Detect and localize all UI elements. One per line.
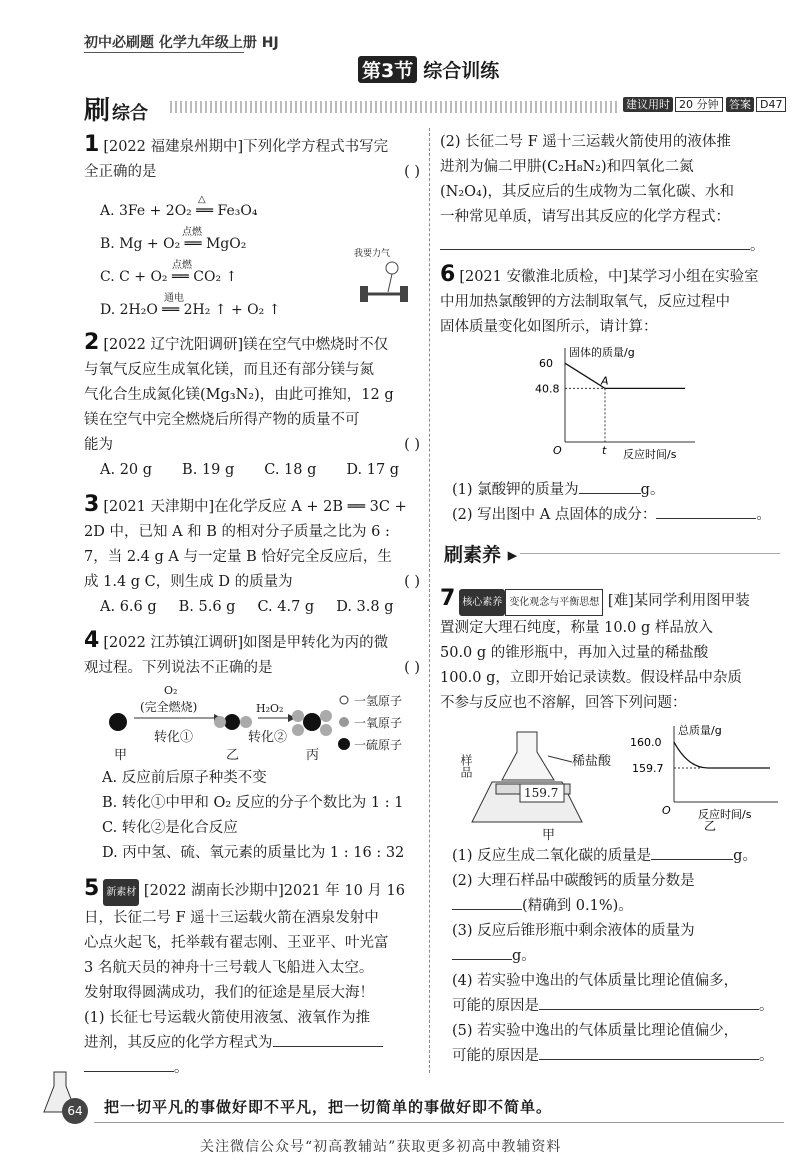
q3-line: 成 1.4 g C，则生成 D 的质量为 — [84, 574, 293, 590]
q6-sub2-blank[interactable] — [656, 518, 756, 519]
q2-option-c: C. 18 g — [264, 462, 317, 478]
q4-number: 4 — [84, 628, 100, 653]
q7-tag2: 变化观念与平衡思想 — [505, 589, 603, 616]
q6-chart-svg — [535, 342, 705, 462]
answer-label: 答案 — [726, 97, 754, 112]
label-acid: 稀盐酸 — [572, 754, 612, 769]
legend-s: 一硫原子 — [354, 738, 403, 752]
q7-line: 置测定大理石纯度，称量 10.0 g 样品放入 — [440, 620, 713, 636]
q5-number: 5 — [84, 876, 100, 901]
section-badge: 第3节 — [358, 56, 417, 83]
legend-h: 一氢原子 — [354, 694, 403, 708]
header-rule — [84, 52, 244, 53]
q1-c-cond: 点燃 — [172, 260, 192, 271]
q7-source: [难] — [607, 593, 634, 609]
question-4 — [84, 628, 420, 681]
q6-line: 固体质量变化如图所示，请计算： — [440, 319, 658, 335]
x-tick-label: O — [553, 444, 562, 457]
q5b-line: 一种常见单质，请写出其反应的化学方程式： — [440, 209, 730, 225]
book-header: 初中必刷题 化学九年级上册 HJ — [84, 35, 279, 51]
x-axis-label: 反应时间/s — [623, 448, 677, 461]
column-divider — [429, 128, 430, 1073]
q5-line: 心点火起飞，托举载有翟志刚、王亚平、叶光富 — [84, 935, 389, 951]
legend-o: 一氧原子 — [354, 716, 403, 730]
shuasuyang-text: 刷素养 — [444, 544, 502, 566]
q7-sub1-blank[interactable] — [651, 859, 733, 860]
q5-line: 2021 年 10 月 16 — [283, 883, 405, 899]
point-label-a: A — [601, 374, 609, 388]
q1-options — [100, 195, 280, 327]
question-3 — [84, 492, 420, 620]
q1-option-d: D. 2H₂O ══ 2H₂ ↑ + O₂ ↑ — [100, 302, 281, 318]
q4-line: 观过程。下列说法不正确的是 — [84, 660, 273, 676]
q6-chart — [535, 342, 705, 466]
q3-line: 2D 中，已知 A 和 B 的相对分子质量之比为 6 : — [84, 524, 390, 540]
q4-options — [102, 766, 432, 866]
q7-sub1: (1) 反应生成二氧化碳的质量是 — [452, 848, 652, 864]
q7-line: 某同学利用图甲装 — [633, 593, 750, 609]
q2-source: [2022 辽宁沈阳调研] — [103, 337, 244, 353]
q5b-line: (2) 长征二号 F 遥十三运载火箭使用的液体推 — [440, 134, 731, 150]
q1-number: 1 — [84, 132, 100, 157]
q7-sub5-end: 。 — [759, 1048, 774, 1064]
label-o2: O₂ — [164, 684, 178, 697]
q7-sub5: (5) 若实验中逸出的气体质量比理论值偏少， — [452, 1023, 739, 1039]
q3-option-c: C. 4.7 g — [257, 599, 315, 615]
q1-a-cond: △ — [198, 194, 206, 205]
q2-line: 与氧气反应生成氧化镁，而且还有部分镁与氮 — [84, 362, 374, 378]
q2-option-b: B. 19 g — [182, 462, 235, 478]
shua-small: 综合 — [112, 103, 149, 124]
balance-reading: 159.7 — [524, 786, 559, 800]
q6-sub2: (2) 写出图中 A 点固体的成分： — [452, 507, 657, 523]
q6-number: 6 — [440, 262, 456, 287]
label-jia-apparatus: 甲 — [542, 828, 556, 843]
q7-subquestions — [452, 844, 792, 1069]
q5-source: [2022 湖南长沙期中] — [143, 883, 284, 899]
molecule-jia — [109, 713, 127, 731]
q1-stem1: 下列化学方程式书写完 — [243, 139, 389, 155]
shuasuyang-rule — [520, 553, 780, 554]
q6-line: 某学习小组在实验室 — [628, 269, 759, 285]
q3-line: 在化学反应 A + 2B ══ 3C + — [214, 499, 407, 515]
q7-sub3-blank[interactable] — [452, 959, 512, 960]
q6-sub1-end: g。 — [640, 482, 665, 498]
data-line — [565, 363, 685, 388]
q7-sub4-tail: 可能的原因是 — [452, 998, 539, 1014]
x-tick-label: t — [602, 444, 607, 457]
q5-line: 3 名航天员的神舟十三号载人飞船进入太空。 — [84, 960, 374, 976]
q5b-answer-blank[interactable] — [440, 249, 750, 250]
q7-chart-svg — [630, 722, 780, 832]
q3-source: [2021 天津期中] — [103, 499, 215, 515]
q7-sub5-blank[interactable] — [539, 1059, 759, 1060]
cartoon-weightlifter — [354, 246, 414, 306]
question-6 — [440, 262, 780, 340]
q1-option-c: C. C + O₂ ══ CO₂ ↑ — [100, 269, 238, 285]
y-axis-label: 固体的质量/g — [569, 346, 635, 359]
y-axis-label: 总质量/g — [678, 724, 722, 737]
q2-line: 能为 — [84, 437, 113, 453]
time-box — [623, 96, 786, 112]
bottom-note: 关注微信公众号“初高教辅站”获取更多初高中教辅资料 — [200, 1139, 562, 1155]
q1-b-cond: 点燃 — [182, 227, 202, 238]
q1-source: [2022 福建泉州期中] — [103, 139, 244, 155]
x-tick-label: O — [662, 804, 671, 817]
q7-line: 不参与反应也不溶解，回答下列问题： — [440, 695, 687, 711]
time-value: 20 分钟 — [675, 97, 723, 112]
q3-option-d: D. 3.8 g — [336, 599, 394, 615]
q5-line: (1) 长征七号运载火箭使用液氢、液氧作为推 — [84, 1010, 371, 1026]
label-transform2: 转化② — [248, 730, 288, 745]
q5b-line: (N₂O₄)，其反应后的生成物为二氧化碳、水和 — [440, 184, 735, 200]
q7-line: 100.0 g，立即开始记录读数。假设样品中杂质 — [440, 670, 742, 686]
q5-tag: 新素材 — [103, 879, 139, 906]
chart-caption: 乙 — [704, 819, 717, 832]
shua-big: 刷 — [84, 96, 111, 126]
q6-sub1-blank[interactable] — [579, 493, 641, 494]
q5-answer-blank-2[interactable] — [84, 1071, 174, 1072]
q5-line: 日，长征二号 F 遥十三运载火箭在酒泉发射中 — [84, 910, 379, 926]
q1-option-b: B. Mg + O₂ ══ MgO₂ — [100, 236, 247, 252]
y-tick-label: 40.8 — [535, 382, 560, 396]
time-label: 建议用时 — [623, 97, 673, 112]
q4-paren: ( ) — [404, 660, 420, 676]
q2-line: 镁在空气中燃烧时不仅 — [243, 337, 389, 353]
footer-motto: 把一切平凡的事做好即不平凡，把一切简单的事做好即不简单。 — [104, 1098, 553, 1116]
y-tick-label: 159.7 — [632, 762, 664, 775]
question-7 — [440, 586, 785, 716]
q7-number: 7 — [440, 586, 456, 611]
q7-sub2: (2) 大理石样品中碳酸钙的质量分数是 — [452, 873, 695, 889]
q4-source: [2022 江苏镇江调研] — [103, 635, 244, 651]
question-2 — [84, 330, 420, 483]
q4-molecule-diagram — [98, 682, 428, 762]
footer-rule — [94, 1122, 784, 1123]
label-h2o2: H₂O₂ — [256, 702, 284, 715]
q5-line: 进剂，其反应的化学方程式为 — [84, 1035, 273, 1051]
dotted-band — [170, 101, 620, 113]
q2-option-a: A. 20 g — [100, 462, 153, 478]
q5-answer-blank[interactable] — [273, 1046, 383, 1047]
q4-option-d: D. 丙中氢、硫、氧元素的质量比为 1 : 16 : 32 — [102, 845, 405, 861]
q3-option-b: B. 5.6 g — [178, 599, 236, 615]
y-tick-label: 60 — [539, 357, 553, 371]
section-title-text: 综合训练 — [423, 60, 500, 82]
q2-option-d: D. 17 g — [346, 462, 400, 478]
question-1 — [84, 132, 420, 185]
q2-paren: ( ) — [404, 437, 420, 453]
q6-source: [2021 安徽淮北质检，中] — [459, 269, 629, 285]
q7-sub3: (3) 反应后锥形瓶中剩余液体的质量为 — [452, 923, 695, 939]
q7-sub4-blank[interactable] — [539, 1009, 759, 1010]
q7-apparatus — [459, 722, 612, 843]
q5b-end: 。 — [750, 238, 765, 254]
label-bing: 丙 — [306, 748, 320, 763]
q1-d-cond: 通电 — [164, 293, 184, 304]
q5-end: 。 — [174, 1060, 189, 1076]
q6-sub1: (1) 氯酸钾的质量为 — [452, 482, 579, 498]
y-tick-label: 160.0 — [630, 736, 662, 749]
q3-number: 3 — [84, 492, 100, 517]
q4-option-c: C. 转化②是化合反应 — [102, 820, 238, 836]
cartoon-text: 我要力气 — [354, 249, 391, 259]
label-burn: (完全燃烧) — [140, 700, 198, 714]
q4-option-b: B. 转化①中甲和 O₂ 反应的分子个数比为 1 : 1 — [102, 795, 404, 811]
q7-sub3-end: g。 — [512, 948, 536, 964]
label-jia: 甲 — [114, 748, 128, 763]
q6-sub2-end: 。 — [756, 507, 771, 523]
q7-sub4-end: 。 — [759, 998, 774, 1014]
q3-line: 7，当 2.4 g A 与一定量 B 恰好完全反应后，生 — [84, 549, 392, 565]
q1-option-a: A. 3Fe + 2O₂ ══ Fe₃O₄ — [100, 203, 258, 219]
question-5 — [84, 876, 424, 1081]
x-axis-label: 反应时间/s — [698, 808, 752, 821]
q7-line: 50.0 g 的锥形瓶中，再加入过量的稀盐酸 — [440, 645, 709, 661]
shua-heading — [84, 90, 148, 127]
q6-subquestions — [452, 478, 782, 528]
q2-line: 气化合生成氮化镁(Mg₃N₂)，由此可推知，12 g — [84, 387, 394, 403]
q7-sub2-blank[interactable] — [452, 909, 522, 910]
q4-line: 如图是甲转化为丙的微 — [243, 635, 389, 651]
question-5-part2 — [440, 130, 780, 259]
q3-option-a: A. 6.6 g — [100, 599, 157, 615]
q4-option-a: A. 反应前后原子种类不变 — [102, 770, 267, 786]
q2-line: 镁在空气中完全燃烧后所得产物的质量不可 — [84, 412, 360, 428]
label-transform1: 转化① — [154, 730, 194, 745]
q7-sub4: (4) 若实验中逸出的气体质量比理论值偏多， — [452, 973, 739, 989]
data-line — [674, 742, 770, 768]
q2-number: 2 — [84, 330, 100, 355]
shuasuyang-heading: 刷素养 ▸ — [444, 544, 518, 566]
q1-stem2: 全正确的是 — [84, 164, 157, 180]
section-title — [358, 56, 499, 83]
q7-chart — [630, 722, 780, 836]
q7-sub5-tail: 可能的原因是 — [452, 1048, 539, 1064]
q7-tag1: 核心素养 — [459, 589, 505, 616]
page-number: 64 — [62, 1098, 88, 1124]
label-sample: 样品 — [459, 754, 473, 778]
q5b-line: 进剂为偏二甲肼(C₂H₈N₂)和四氧化二氮 — [440, 159, 694, 175]
label-yi: 乙 — [226, 748, 240, 763]
answer-page: D47 — [756, 97, 786, 112]
q3-paren: ( ) — [404, 574, 420, 590]
q6-line: 中用加热氯酸钾的方法制取氧气，反应过程中 — [440, 294, 730, 310]
q1-paren: ( ) — [404, 164, 420, 180]
q7-sub1-end: g。 — [733, 848, 757, 864]
q7-sub2-tail: (精确到 0.1%)。 — [522, 898, 633, 914]
q5-line: 发射取得圆满成功，我们的征途是星辰大海！ — [84, 985, 374, 1001]
